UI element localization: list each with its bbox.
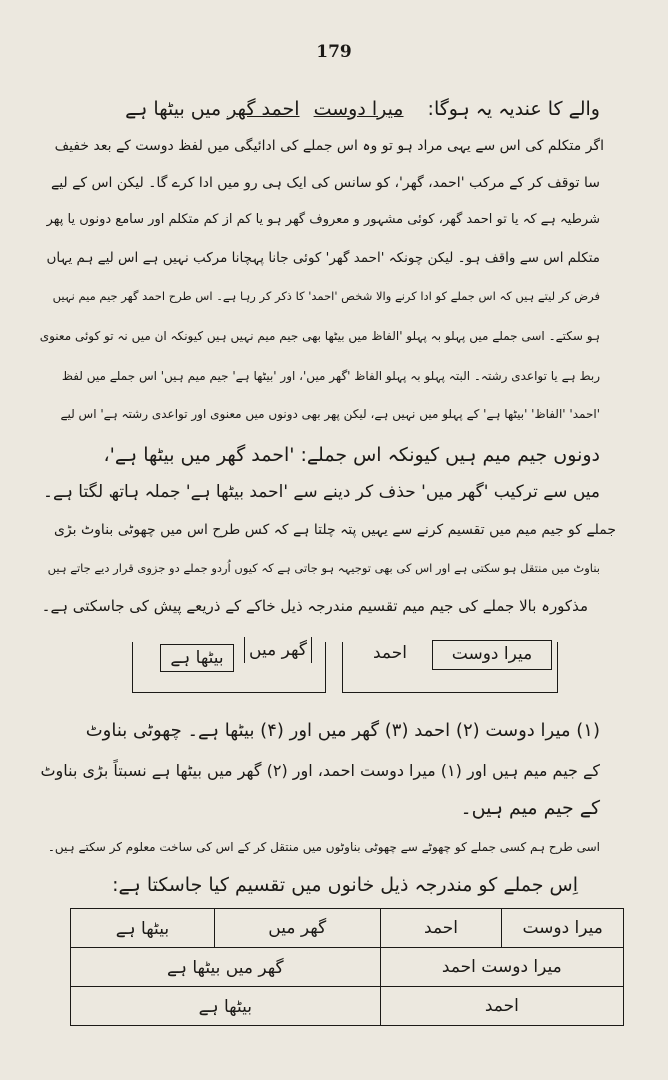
explanation-line: کے جیم میم ہیں اور (۱) میرا دوست احمد، اور (۲) گھر میں بیٹھا ہے نسبتاً بڑی بناوٹ [40,761,600,780]
explanation-line: (۱) میرا دوست (۲) احمد (۳) گھر میں اور (۴) بیٹھا ہے۔ چھوٹی بناوٹ [85,720,600,741]
explanation-line: کے جیم میم ہیں۔ [460,797,600,819]
diagram-box-1: میرا دوست [432,640,552,670]
paragraph-line: ہو سکتے۔ اسی جملے میں پہلو بہ پہلو 'الفاظ میں بیٹھا بھی جیم میم نہیں ہیں کیونکہ ان میں نہ تو کوئی معنوی [39,329,600,343]
paragraph-line: فرض کر لیتے ہیں کہ اس جملے کو ادا کرنے والا شخص 'احمد' کا ذکر کر رہا ہے۔ اس طرح احمد گھر جیم میم نہیں [52,289,600,303]
table-cell: گھر میں بیٹھا ہے [71,948,381,987]
paragraph-line: دونوں جیم میم ہیں کیونکہ اس جملے: 'احمد گھر میں بیٹھا ہے'، [103,444,600,466]
paragraph-line: میں سے ترکیب 'گھر میں' حذف کر دینے سے 'احمد بیٹھا ہے' جملہ ہاتھ لگتا ہے۔ [43,482,600,502]
paragraph-line: متکلم اس سے واقف ہو۔ لیکن چونکہ 'احمد گھر' کوئی جانا پہچانا مرکب نہیں ہے اس لیے ہم یہاں [46,250,600,266]
explanation-line: اِس جملے کو مندرجہ ذیل خانوں میں تقسیم کیا جاسکتا ہے: [112,874,578,896]
intro-before: والے کا عندیہ یہ ہوگا: [427,98,600,120]
diagram-box-2: احمد [373,643,407,663]
page-number: 179 [316,42,352,62]
diagram-box-4: بیٹھا ہے [160,644,234,672]
table-cell: میرا دوست احمد [380,948,623,987]
division-table [70,908,624,1026]
intro-line [125,94,600,124]
paragraph-line: شرطیہ ہے کہ یا تو احمد گھر، کوئی مشہور و معروف گھر ہو یا کم از کم متکلم اور سامع دونوں یا پھر [46,212,600,227]
table-cell: احمد [380,909,502,948]
intro-segment-2: احمد گھر [227,98,300,120]
paragraph-line: سا توقف کر کے مرکب 'احمد، گھر'، کو سانس کی ایک ہی رو میں ادا کرے گا۔ لیکن اس کے لیے [51,175,600,191]
paragraph-line: مذکورہ بالا جملے کی جیم میم تقسیم مندرجہ ذیل خاکے کے ذریعے پیش کی جاسکتی ہے۔ [41,597,588,615]
table-cell: احمد [380,987,623,1026]
table-row [71,909,624,948]
table-cell: بیٹھا ہے [71,909,215,948]
paragraph-line: ربط ہے یا تواعدی رشتہ۔ البتہ پہلو بہ پہلو الفاظ 'گھر میں'، اور 'بیٹھا ہے' جیم میم ہیں' اس جملے میں لفظ [61,369,600,383]
table-cell: بیٹھا ہے [71,987,381,1026]
table-row [71,987,624,1026]
explanation-line: اسی طرح ہم کسی جملے کو چھوٹے سے چھوٹی بناوٹوں میں منتقل کر کے اس کی ساخت معلوم کر سکتے ہیں۔ [47,840,600,854]
paragraph-line: جملے کو جیم میم میں تقسیم کرنے سے یہیں پتہ چلتا ہے کہ کس طرح اس میں چھوٹی بناوٹ بڑی [53,522,616,538]
diagram-bracket-left [132,642,326,693]
paragraph-line: اگر متکلم کی اس سے یہی مراد ہو تو وہ اس جملے کی ادائیگی میں لفظ دوست کے بعد خفیف [54,138,604,154]
diagram-box-3: گھر میں [244,637,312,663]
intro-after: میں بیٹھا ہے [125,98,222,120]
diagram-bracket-right [342,642,558,693]
table-cell: گھر میں [214,909,380,948]
table-cell: میرا دوست [502,909,624,948]
paragraph-line: بناوٹ میں منتقل ہو سکتی ہے اور اس کی بھی توجیہہ ہو جاتی ہے کہ کیوں اُردو جملے دو جزوی قرار دیے جاتے ہیں [47,561,600,575]
paragraph-line: 'احمد' 'الفاظ' 'بیٹھا ہے' کے پہلو میں نہیں ہے، لیکن پھر بھی دونوں میں معنوی اور تواعدی رشتہ ہے' اس لیے [60,407,600,421]
table-row [71,948,624,987]
intro-segment-1: میرا دوست [313,98,404,120]
